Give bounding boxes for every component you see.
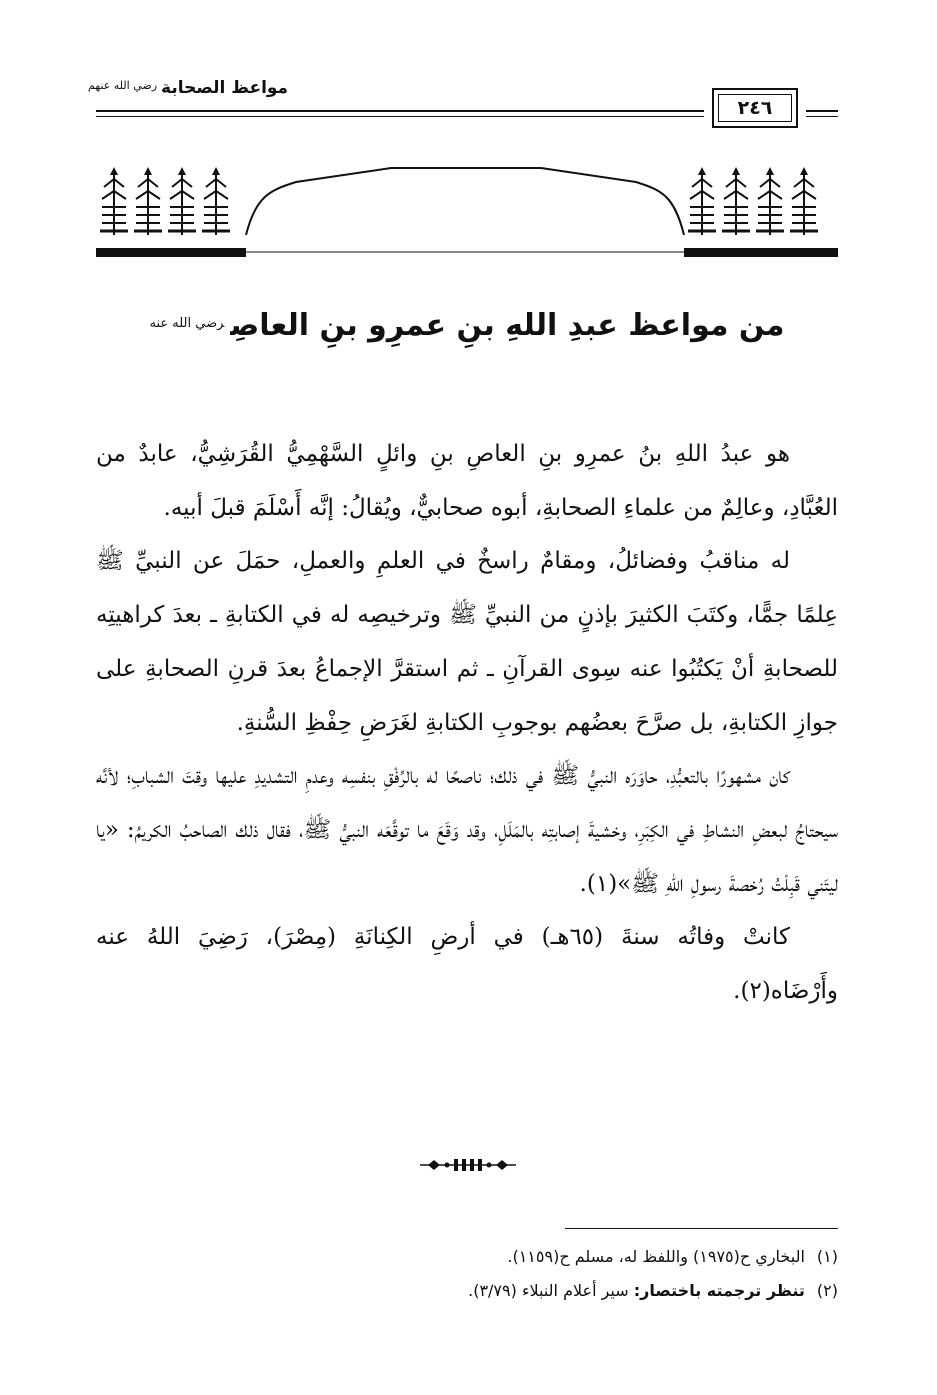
body-text [96, 428, 838, 1019]
footnote [96, 1240, 838, 1274]
footnote-text: سير أعلام النبلاء (٣/٧٩). [468, 1281, 629, 1300]
page-number-box [712, 88, 798, 128]
chapter-ornament [96, 160, 838, 265]
section-divider-ornament [418, 1157, 518, 1173]
paragraph: هو عبدُ اللهِ بنُ عمرِو بنِ العاصِ بنِ وائلٍ السَّهْمِيُّ القُرَشِيُّ، عابدٌ من العُبَّادِ، وعالِمٌ من علماءِ الصحابةِ، أبوه صحابيٌّ، ويُقالُ: إنَّه أَسْلَمَ قبلَ أبيه. [96, 441, 838, 521]
footnote-marker: (٢) [816, 1281, 838, 1300]
footnote-label: تنظر ترجمته باختصار: [633, 1281, 805, 1300]
header-rule [806, 116, 838, 117]
chapter-title-text: من مواعظ عبدِ اللهِ بنِ عمرِو بنِ العاصِ [230, 308, 785, 343]
header-rule [806, 110, 838, 112]
paragraph: كانتْ وفاتُه سنةَ (٦٥هـ) في أرضِ الكِنانَةِ (مِصْرَ)، رَضِيَ اللهُ عنه وأَرْضَاه(٢). [96, 924, 838, 1005]
honorific-glyph: رضي الله عنهم [88, 79, 158, 92]
paragraph: كان مشهورًا بالتعبُّدِ، حاوَرَه النبيُّ ﷺ في ذلك؛ ناصحًا له بالرِّفْقِ بنفسِه وعدمِ التشديدِ عليها وقتَ الشبابِ؛ لأنَّه سيحتاجُ لبعضِ النشاطِ في الكِبَرِ، وخشيةَ إصابتِه بالمَلَلِ، وقد وَقَعَ ما توقَّعَه النبيُّ ﷺ، فقال ذلك الصاحبُ الكريمُ: «يا ليتَني قَبِلْتُ رُخصةَ رسولِ اللهِ ﷺ»(١). [96, 763, 838, 897]
header-rule [96, 110, 704, 112]
header-rule [96, 116, 704, 117]
footnote-text: البخاري ح(١٩٧٥) واللفظ له، مسلم ح(١١٥٩). [507, 1247, 805, 1266]
footnote-separator [565, 1228, 838, 1229]
footnote-marker: (١) [816, 1247, 838, 1266]
honorific-glyph: رضي الله عنه [149, 316, 225, 331]
running-header-title [88, 78, 288, 98]
footnotes [96, 1240, 838, 1308]
book-title: مواعظ الصحابة [161, 78, 289, 98]
page-number: ٢٤٦ [737, 97, 773, 119]
paragraph: له مناقبُ وفضائلُ، ومقامٌ راسخٌ في العلمِ والعملِ، حمَلَ عن النبيِّ ﷺ عِلمًا جمًّا، وكتَبَ الكثيرَ بإذنٍ من النبيِّ ﷺ وترخيصِه له في الكتابةِ ـ بعدَ كراهيتِه للصحابةِ أنْ يَكتُبُوا عنه سِوى القرآنِ ـ ثم استقرَّ الإجماعُ بعدَ قرنِ الصحابةِ على جوازِ الكتابةِ، بل صرَّحَ بعضُهم بوجوبِ الكتابةِ لغَرَضِ حِفْظِ السُّنةِ. [96, 548, 838, 736]
chapter-title [96, 308, 838, 343]
footnote [96, 1274, 838, 1308]
